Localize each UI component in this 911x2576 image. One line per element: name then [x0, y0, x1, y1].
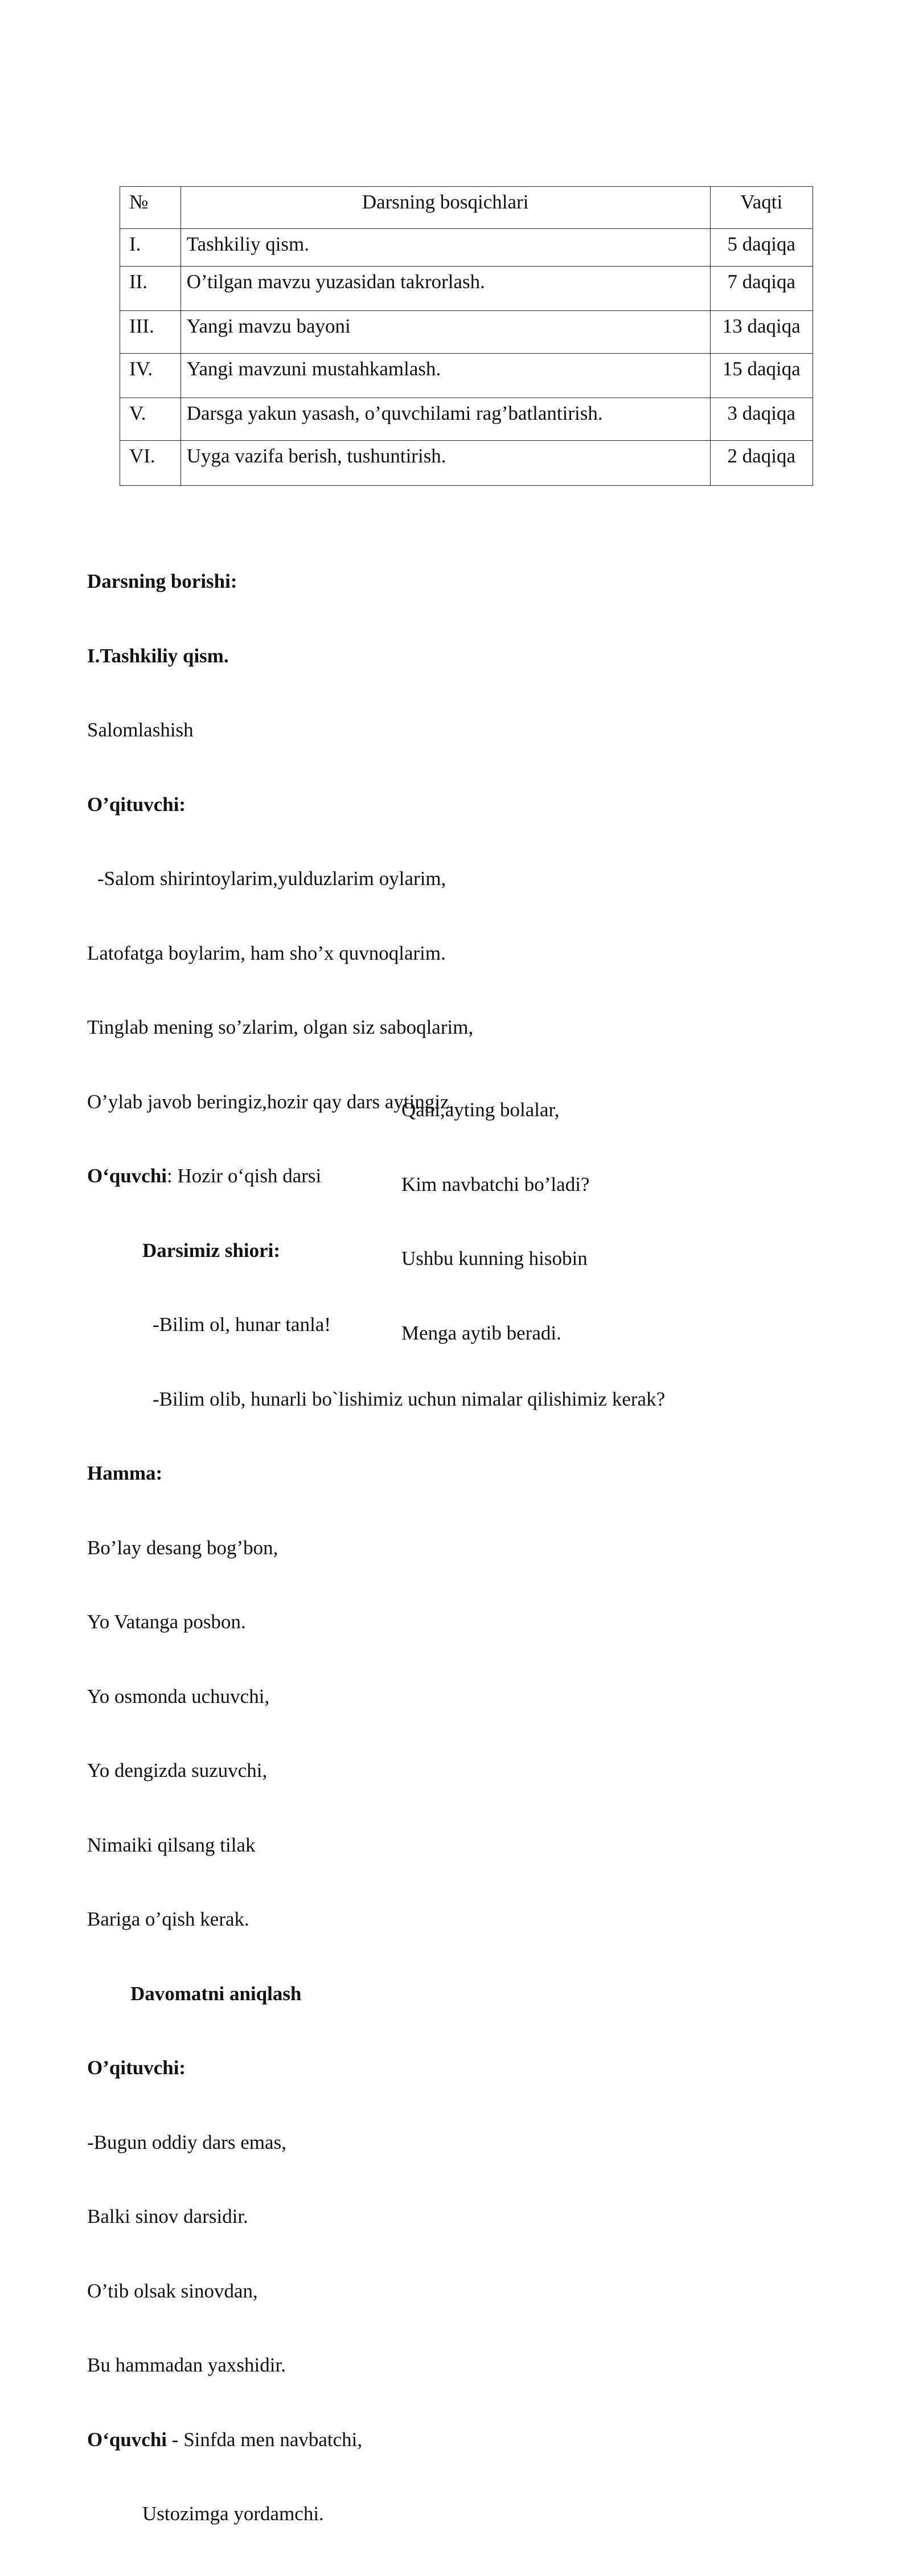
table-row: [120, 229, 813, 267]
row-time: 3 daqiqa: [710, 398, 812, 441]
poem-line: Yo osmonda uchuvchi,: [87, 1685, 270, 1707]
poem-line: Bariga o’qish kerak.: [87, 1908, 249, 1930]
poem-line: Ushbu kunning hisobin: [401, 1247, 588, 1269]
student-answer-continued: Ustozimga yordamchi.: [142, 2503, 324, 2525]
student-answer-line: [87, 2427, 665, 2452]
row-stage: Yangi mavzu bayoni: [180, 311, 710, 354]
row-time: 5 daqiqa: [710, 229, 812, 267]
header-time: Vaqti: [710, 187, 812, 229]
row-time: 15 daqiqa: [710, 354, 812, 398]
student-label: O‘quvchi: [87, 2428, 167, 2451]
lesson-body: [87, 519, 665, 2576]
teacher-label: O’qituvchi:: [87, 2057, 186, 2079]
table-row: [120, 354, 813, 398]
row-number: IV.: [120, 354, 181, 398]
poem-line: Bu hammadan yaxshidir.: [87, 2354, 286, 2376]
poem-line: Nimaiki qilsang tilak: [87, 1833, 256, 1856]
header-number: №: [120, 187, 181, 229]
lesson-stages-table: [120, 186, 813, 486]
poem-line: Balki sinov darsidir.: [87, 2205, 248, 2227]
table-header-row: [120, 187, 813, 229]
poem-line: Latofatga boylarim, ham sho’x quvnoqlarim.: [87, 941, 446, 964]
table-row: [120, 311, 813, 354]
right-column-poem: [401, 1048, 589, 1395]
row-number: V.: [120, 398, 181, 441]
poem-line: O’ylab javob beringiz,hozir qay dars aytingiz.: [87, 1090, 454, 1113]
row-time: 7 daqiqa: [710, 267, 812, 311]
header-stages: Darsning bosqichlari: [180, 187, 710, 229]
student-answer: - Sinfda men navbatchi,: [167, 2428, 363, 2451]
table-row: [120, 441, 813, 486]
poem-line: O’tib olsak sinovdan,: [87, 2279, 258, 2302]
row-time: 13 daqiqa: [710, 311, 812, 354]
teacher-label: O’qituvchi:: [87, 793, 186, 816]
attendance-heading: Davomatni aniqlash: [130, 1982, 302, 2005]
poem-line: -Bugun oddiy dars emas,: [87, 2131, 286, 2153]
poem-line: Kim navbatchi bo’ladi?: [401, 1173, 590, 1195]
row-number: II.: [120, 267, 181, 311]
heading-lesson-progress: Darsning borishi:: [87, 570, 237, 592]
motto-heading: Darsimiz shiori:: [142, 1239, 281, 1262]
row-stage: Darsga yakun yasash, o’quvchilami rag’batlantirish.: [180, 398, 710, 441]
poem-line: -Salom shirintoylarim,yulduzlarim oylarim,: [97, 867, 446, 890]
poem-line: Yo dengizda suzuvchi,: [87, 1759, 268, 1782]
poem-line: Qani,ayting bolalar,: [401, 1099, 560, 1121]
heading-organizational-part: I.Tashkiliy qism.: [87, 644, 229, 667]
poem-line: Bo’lay desang bog’bon,: [87, 1536, 278, 1559]
motto-line: -Bilim olib, hunarli bo`lishimiz uchun nimalar qilishimiz kerak?: [153, 1387, 666, 1410]
motto-line: -Bilim ol, hunar tanla!: [153, 1313, 331, 1336]
row-stage: Tashkiliy qism.: [180, 229, 710, 267]
row-stage: Uyga vazifa berish, tushuntirish.: [180, 441, 710, 486]
poem-line: Menga aytib beradi.: [401, 1321, 561, 1344]
row-number: III.: [120, 311, 181, 354]
poem-line: Tinglab mening so’zlarim, olgan siz saboqlarim,: [87, 1016, 474, 1038]
row-stage: Yangi mavzuni mustahkamlash.: [180, 354, 710, 398]
row-number: VI.: [120, 441, 181, 486]
greeting-text: Salomlashish: [87, 719, 194, 741]
everyone-label: Hamma:: [87, 1462, 163, 1484]
student-answer: : Hozir o‘qish darsi: [167, 1165, 322, 1187]
poem-line: Yo Vatanga posbon.: [87, 1611, 246, 1633]
row-time: 2 daqiqa: [710, 441, 812, 486]
row-stage: O’tilgan mavzu yuzasidan takrorlash.: [180, 267, 710, 311]
student-label: O‘quvchi: [87, 1165, 167, 1187]
table-row: [120, 267, 813, 311]
row-number: I.: [120, 229, 181, 267]
table-row: [120, 398, 813, 441]
